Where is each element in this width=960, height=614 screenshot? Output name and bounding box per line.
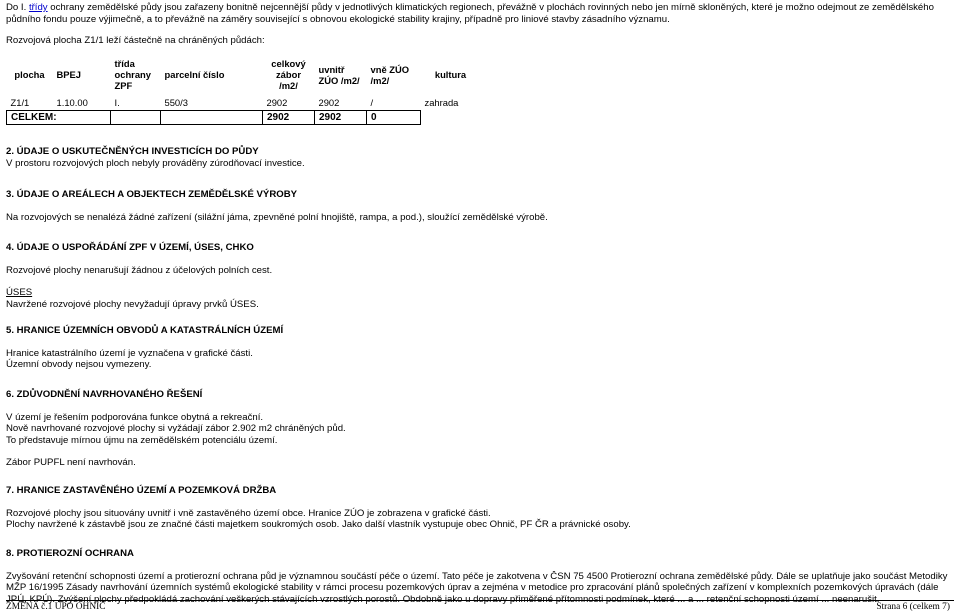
section-text: Na rozvojových se nenalézá žádné zařízení (silážní jáma, zpevněné polní hnojiště, rampa, a pod.), sloužící zemědělské výrobě.: [6, 211, 548, 223]
col-header: uvnitř ZÚO /m2/: [318, 63, 360, 86]
section-7: [6, 485, 954, 531]
col-header: vně ZÚO /m2/: [370, 63, 410, 86]
cell: 0: [367, 111, 421, 125]
section-text: Plochy navržené k zástavbě jsou ze značné části majetkem soukromých osob. Jako další vlastník vystupuje obec Ohnič, PF ČR a právnické osoby.: [6, 519, 631, 531]
section-text: Nově navrhované rozvojové plochy si vyžádají zábor 2.902 m2 chráněných půd.: [6, 423, 346, 435]
intro-lead: Do I.: [6, 2, 29, 13]
footer-document-name: ZMĚNA č.1 ÚPO OHNIČ: [6, 602, 106, 612]
cell: 2902: [315, 111, 367, 125]
intro-paragraph: [6, 2, 954, 25]
section-text: Navržené rozvojové plochy nevyžadují úpravy prvků ÚSES.: [6, 298, 259, 310]
section-4: [6, 242, 954, 310]
cell: 2902: [318, 97, 340, 108]
section-text: V území je řešením podporována funkce obytná a rekreační.: [6, 411, 264, 423]
section-title: 3. ÚDAJE O AREÁLECH A OBJEKTECH ZEMĚDĚLSKÉ VÝROBY: [6, 189, 298, 200]
col-header: plocha: [14, 69, 45, 80]
section-6: [6, 389, 954, 469]
section-text: Hranice katastrálního území je vyznačena v grafické části.: [6, 347, 253, 359]
table-row: [7, 96, 481, 111]
table-intro-text: Rozvojová plocha Z1/1 leží částečně na chráněných půdách:: [6, 35, 265, 46]
section-text: V prostoru rozvojových ploch nebyly prováděny zúrodňovací investice.: [6, 157, 305, 169]
section-title: 6. ZDŮVODNĚNÍ NAVRHOVANÉHO ŘEŠENÍ: [6, 389, 203, 400]
col-header: třída ochrany ZPF: [114, 58, 151, 91]
section-text: Zvyšování retenční schopnosti území a protierozní ochrana půd je významnou součástí péče o území. Tato péče je zakotvena v ČSN 75 4500 Protierozní ochrana zemědělské půdy. Dále se uplatňuje jako součást Metodiky MŽP 16/1995 Zásady navrhování územních systémů ekologické stability v rámci procesu pozemkových úprav a zejména v metodice pro zpracování plánů společných zařízení v komplexních pozemkových úpravách (dále JPÚ, KPÚ). Zvýšení plochy předpokládá zachování veškerých stávajících vzrostlých porostů. Obdobně jako u dopravy přiměřené přítomnosti podmínek, které ... a ... retenční schopnosti území ... neenarušit.: [6, 570, 948, 605]
section-text: Územní obvody nejsou vymezeny.: [6, 359, 152, 371]
cell: 550/3: [164, 97, 188, 108]
col-header: kultura: [434, 69, 467, 80]
cell: 1.10.00: [56, 97, 88, 108]
section-title: 8. PROTIEROZNÍ OCHRANA: [6, 548, 134, 559]
section-text: To představuje mírnou újmu na zemědělském potenciálu území.: [6, 434, 278, 446]
section-title: 4. ÚDAJE O USPOŘÁDÁNÍ ZPF V ÚZEMÍ, ÚSES, CHKO: [6, 242, 254, 253]
cell: zahrada: [424, 97, 459, 109]
section-3: [6, 189, 954, 223]
cell: I.: [114, 97, 120, 108]
cell: [161, 111, 263, 125]
col-header: celkový zábor /m2/: [271, 58, 306, 91]
trida-link[interactable]: třídy: [28, 2, 48, 13]
section-text: Rozvojové plochy nenarušují žádnou z účelových polních cest.: [6, 264, 273, 276]
table-total-row: [7, 111, 481, 125]
section-text: Zábor PUPFL není navrhován.: [6, 457, 136, 469]
uses-heading: ÚSES: [6, 287, 33, 299]
cell: [111, 111, 161, 125]
footer-page-number: Strana 6 (celkem 7): [876, 602, 950, 612]
intro-text: ochrany zemědělské půdy jsou zařazeny bonitně nejcennější půdy v jednotlivých klimatických regionech, převážně v plochách rovinných nebo jen mírně skloněných, které je možno odejmout ze zemědělského půdního fondu pouze výjimečně, a to převážně na záměry související s obnovou ekologické stability krajiny, případně pro liniové stavby zásadního významu.: [6, 2, 934, 25]
total-label: CELKEM:: [7, 111, 111, 125]
protected-soil-table: [6, 53, 481, 125]
cell: /: [370, 97, 374, 108]
section-8: [6, 548, 954, 606]
section-5: [6, 325, 954, 371]
table-header-row: [7, 53, 481, 96]
cell: 2902: [266, 97, 288, 108]
col-header: BPEJ: [56, 69, 81, 80]
section-title: 2. ÚDAJE O USKUTEČNĚNÝCH INVESTICÍCH DO PŮDY: [6, 146, 259, 157]
table-intro: [6, 35, 954, 47]
col-header: parcelní číslo: [164, 69, 225, 80]
cell: Z1/1: [10, 97, 30, 108]
cell: [421, 111, 481, 125]
section-2: [6, 146, 954, 169]
page-footer: [6, 600, 954, 614]
cell: 2902: [263, 111, 315, 125]
section-title: 7. HRANICE ZASTAVĚNÉHO ÚZEMÍ A POZEMKOVÁ DRŽBA: [6, 485, 277, 496]
section-title: 5. HRANICE ÚZEMNÍCH OBVODŮ A KATASTRÁLNÍCH ÚZEMÍ: [6, 325, 284, 336]
section-text: Rozvojové plochy jsou situovány uvnitř i vně zastavěného území obce. Hranice ZÚO je zobrazena v grafické části.: [6, 507, 491, 519]
